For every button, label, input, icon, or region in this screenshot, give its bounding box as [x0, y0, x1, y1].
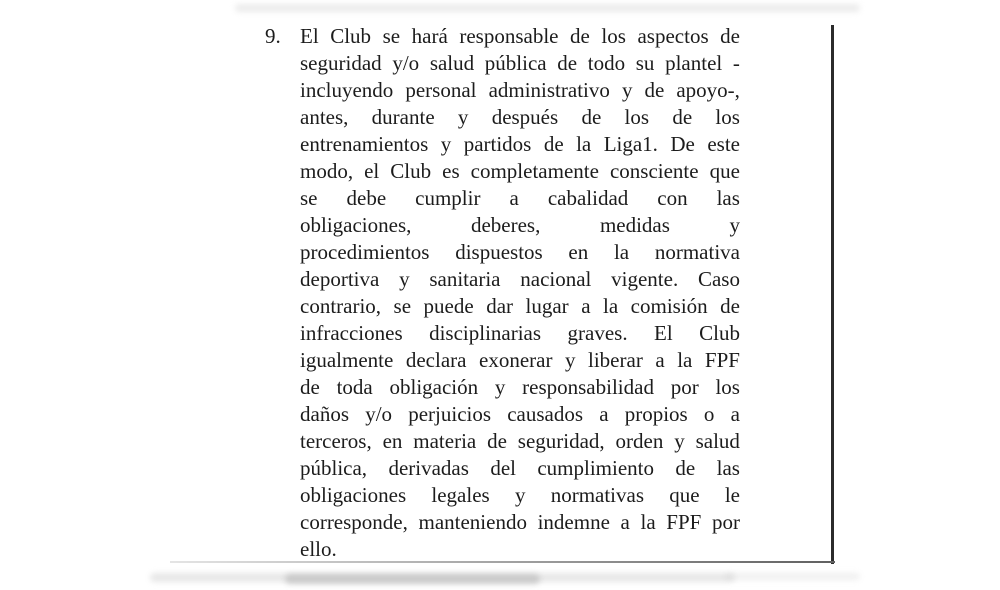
clause-9-paragraph [265, 23, 740, 563]
text-line: daños y/o perjuicios causados a propios o a [300, 402, 740, 426]
text-line: corresponde, manteniendo indemne a la FPF por [300, 510, 740, 534]
text-line: contrario, se puede dar lugar a la comisión de [300, 294, 740, 318]
text-line: infracciones disciplinarias graves. El Club [300, 321, 740, 345]
text-line: pública, derivadas del cumplimiento de las [300, 456, 740, 480]
text-line: antes, durante y después de los de los [300, 105, 740, 129]
text-line: seguridad y/o salud pública de todo su plantel - [300, 51, 740, 75]
paragraph-lines [300, 23, 740, 563]
scan-smudge-top [235, 4, 860, 12]
text-line: ello. [300, 537, 337, 561]
text-line: se debe cumplir a cabalidad con las [300, 186, 740, 210]
page-edge-vertical-rule [831, 25, 834, 564]
scan-smudge-bottom-right [725, 573, 860, 580]
scan-smudge-bottom-dark [285, 574, 540, 584]
text-line: modo, el Club es completamente consciente que [300, 159, 740, 183]
text-line: deportiva y sanitaria nacional vigente. Caso [300, 267, 740, 291]
text-line: El Club se hará responsable de los aspectos de [300, 24, 740, 48]
text-line: igualmente declara exonerar y liberar a la FPF [300, 348, 740, 372]
text-line: procedimientos dispuestos en la normativa [300, 240, 740, 264]
text-line: obligaciones legales y normativas que le [300, 483, 740, 507]
text-line: de toda obligación y responsabilidad por los [300, 375, 740, 399]
page-bottom-rule [170, 561, 835, 563]
text-line: entrenamientos y partidos de la Liga1. De este [300, 132, 740, 156]
list-number: 9. [265, 24, 281, 48]
text-line: terceros, en materia de seguridad, orden y salud [300, 429, 740, 453]
text-line: incluyendo personal administrativo y de apoyo-, [300, 78, 740, 102]
text-line: obligaciones, deberes, medidas y [300, 213, 740, 237]
